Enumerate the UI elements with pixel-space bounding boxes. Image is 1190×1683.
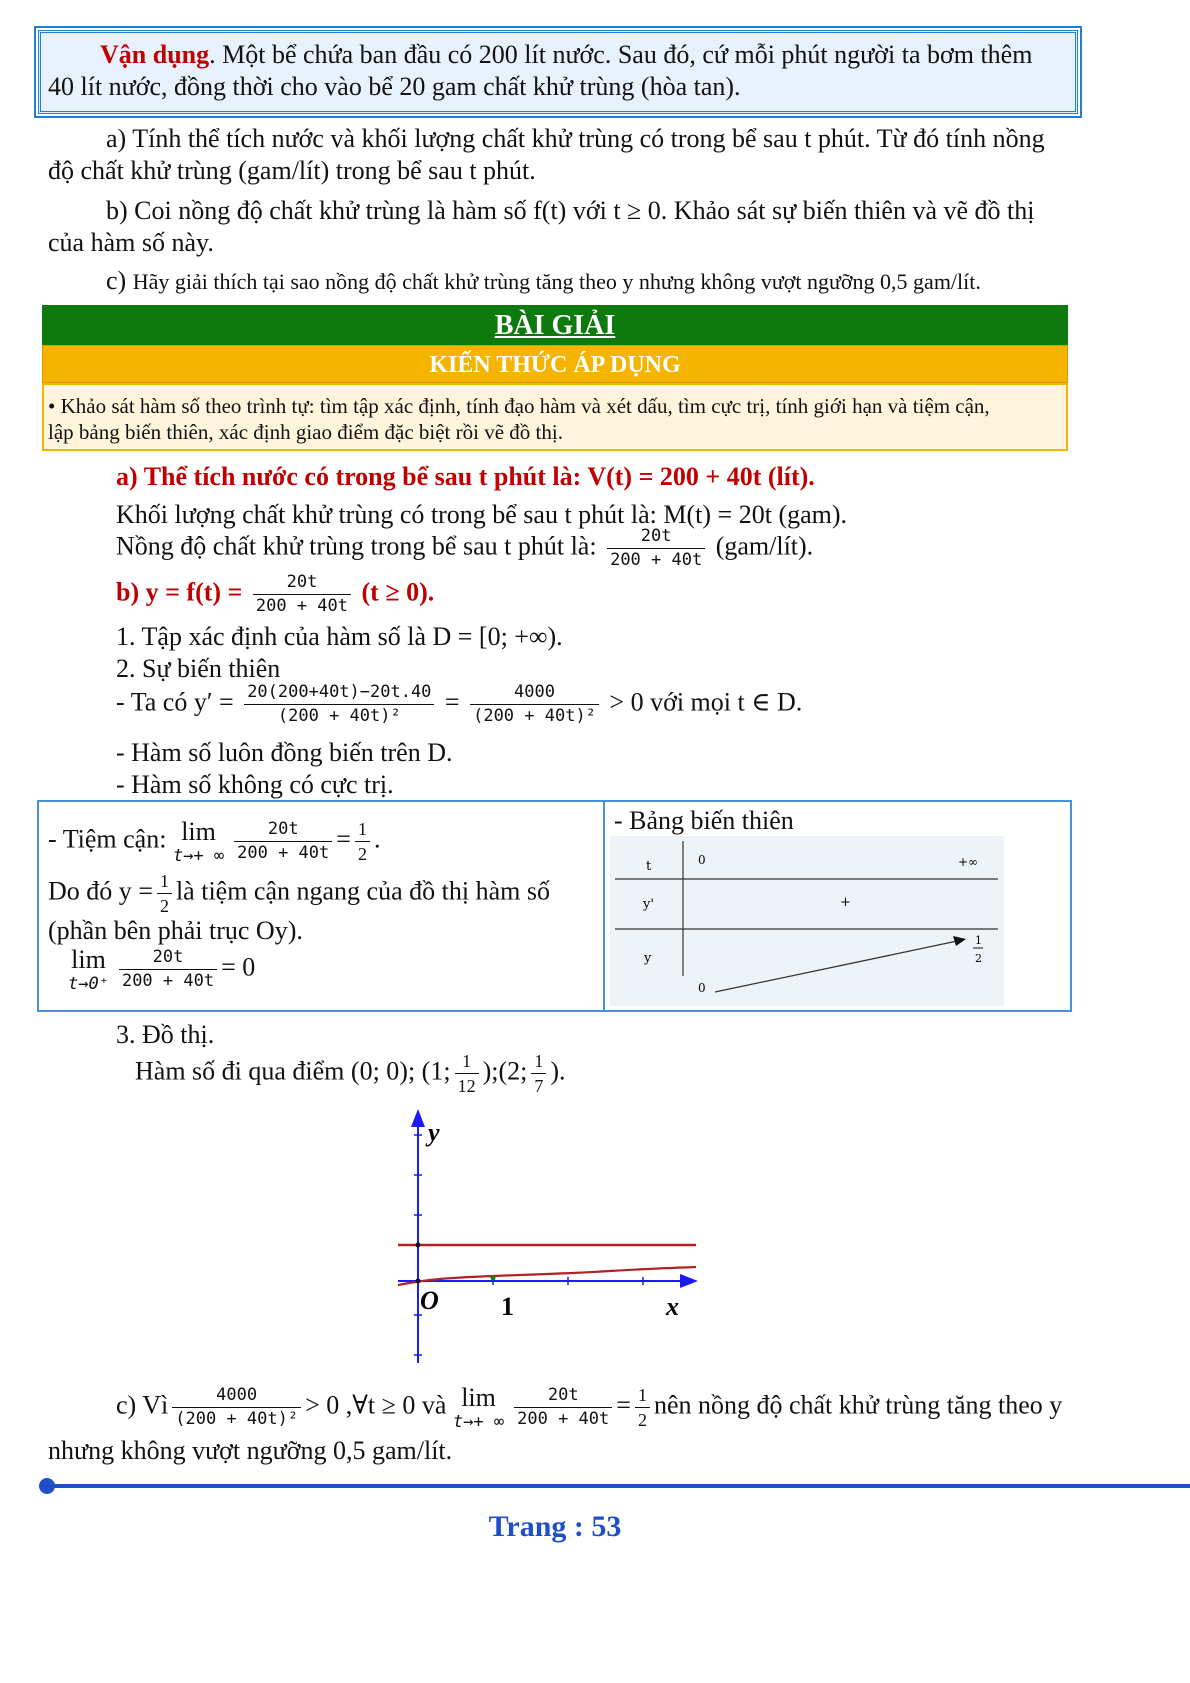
no-extrema-line: - Hàm số không có cực trị. — [116, 770, 394, 799]
question-b-line-1: b) Coi nồng độ chất khử trùng là hàm số f(t) với t ≥ 0. Khảo sát sự biến thiên và vẽ đồ thị — [106, 196, 1035, 225]
graph-step: 3. Đồ thị. — [116, 1020, 215, 1049]
asymptote-line-2: Do đó y = $\frac{1}{2}$ là tiệm cận ngang của đồ thị hàm số — [48, 871, 550, 916]
variation-table — [610, 836, 1004, 1006]
question-a-line-1: a) Tính thể tích nước và khối lượng chất khử trùng có trong bể sau t phút. Từ đó tính nồng — [106, 124, 1045, 153]
half-fraction: $\frac{1}{2}$ — [355, 820, 370, 863]
derivative-sign: + — [840, 895, 851, 910]
origin-point — [416, 1279, 421, 1284]
part-c-line-1: c) Vì $\frac{4000}{\text{(200 + 40t)²}}$ > 0 ,∀t ≥ 0 và lim t→+ ∞ $\frac{20t}{200 + 40t}$ = $\frac{1}{2}$ nên nồng độ chất khử trùng tăng theo y — [116, 1383, 1063, 1432]
x-axis-arrow — [680, 1274, 698, 1288]
y-axis-label: y — [428, 1118, 440, 1147]
concentration-fraction: $\frac{20t}{200 + 40t}$ — [607, 528, 705, 569]
problem-label: Vận dụng — [100, 40, 210, 69]
limit-infinity: lim t→+ ∞ — [172, 817, 225, 866]
tick-label-1: 1 — [501, 1292, 514, 1321]
derivative-fraction-1: $\frac{20(200+40t)-20t.40}{\text{(200 + 40t)²}}$ — [244, 684, 434, 725]
solution-title: BÀI GIẢI — [494, 310, 616, 341]
question-c-text: Hãy giải thích tại sao nồng độ chất khử trùng tăng theo y nhưng không vượt ngưỡng 0,5 gam/lít. — [132, 269, 981, 294]
origin-label: O — [420, 1286, 439, 1315]
derivative-line: - Ta có y′ = $\frac{20(200+40t)-20t.40}{\text{(200 + 40t)²}}$ = $\frac{4000}{\text{(200 + 40t)²}}$ > 0 với mọi t ∈ D. — [116, 682, 803, 726]
part-a-line-2: Khối lượng chất khử trùng có trong bể sau t phút là: M(t) = 20t (gam). — [116, 500, 848, 529]
y-start: 0 — [698, 981, 706, 995]
function-curve — [398, 1267, 696, 1285]
knowledge-line-1: • Khảo sát hàm số theo trình tự: tìm tập xác định, tính đạo hàm và xét dấu, tìm cực trị, tính giới hạn và tiệm cận, — [48, 394, 990, 418]
limit-zero-line: lim t→0⁺ $\frac{20t}{200 + 40t}$ = 0 — [68, 945, 256, 994]
footer-dot — [39, 1478, 55, 1494]
x-axis-label: x — [666, 1292, 679, 1321]
part-b-heading: b) y = f(t) = $\frac{20t}{200 + 40t}$ (t ≥ 0). — [116, 572, 435, 616]
derivative-fraction-2: $\frac{4000}{\text{(200 + 40t)²}}$ — [470, 684, 599, 725]
problem-text-1: . Một bể chứa ban đầu có 200 lít nước. Sau đó, cứ mỗi phút người ta bơm thêm — [209, 40, 1033, 69]
question-b-line-2: của hàm số này. — [48, 228, 214, 257]
row-yprime-label: y' — [643, 897, 654, 912]
box-divider — [603, 800, 605, 1012]
problem-line-1 — [100, 40, 1032, 70]
asymptote-point — [416, 1243, 421, 1248]
variation-table-title: - Bảng biến thiên — [614, 806, 794, 835]
page-number: Trang : 53 — [488, 1510, 622, 1543]
asymptote-line-1: - Tiệm cận: lim t→+ ∞ $\frac{20t}{200 + 40t}$ = $\frac{1}{2}$ . — [48, 817, 381, 866]
part-a-heading: a) Thể tích nước có trong bể sau t phút là: V(t) = 200 + 40t (lít). — [116, 462, 815, 491]
question-a-line-2: độ chất khử trùng (gam/lít) trong bể sau t phút. — [48, 156, 536, 185]
point-1 — [491, 1276, 496, 1281]
t-start: 0 — [698, 853, 706, 867]
domain-step: 1. Tập xác định của hàm số là D = [0; +∞). — [116, 622, 563, 651]
problem-line-2: 40 lít nước, đồng thời cho vào bể 20 gam chất khử trùng (hòa tan). — [48, 72, 741, 101]
y-end-num: 1 — [975, 934, 982, 947]
question-c: c) Hãy giải thích tại sao nồng độ chất khử trùng tăng theo y nhưng không vượt ngưỡng 0,5 gam/lít. — [106, 266, 981, 295]
y-end-den: 2 — [975, 952, 982, 965]
table-bg — [610, 836, 1004, 1006]
limit-zero: lim t→0⁺ — [68, 945, 109, 994]
points-line: Hàm số đi qua điểm (0; 0); (1; $\frac{1}{12}$ );(2; $\frac{1}{7}$ ). — [135, 1051, 566, 1096]
function-graph — [380, 1105, 710, 1370]
increasing-line: - Hàm số luôn đồng biến trên D. — [116, 738, 453, 767]
variation-step: 2. Sự biến thiên — [116, 654, 281, 683]
part-c-line-2: nhưng không vượt ngưỡng 0,5 gam/lít. — [48, 1436, 453, 1465]
y-axis-arrow — [411, 1109, 425, 1127]
row-t-label: t — [646, 859, 652, 874]
row-y-label: y — [644, 951, 652, 966]
solution-header — [42, 305, 1068, 345]
part-a-line-3: Nồng độ chất khử trùng trong bể sau t phút là: $\frac{20t}{200 + 40t}$ (gam/lít). — [116, 526, 814, 570]
knowledge-title: KIẾN THỨC ÁP DỤNG — [429, 352, 681, 378]
asymptote-line-3: (phần bên phải trục Oy). — [48, 916, 303, 945]
knowledge-line-2: lập bảng biến thiên, xác định giao điểm đặc biệt rồi vẽ đồ thị. — [48, 420, 563, 444]
function-fraction: $\frac{20t}{200 + 40t}$ — [253, 574, 351, 615]
footer-rule — [46, 1484, 1190, 1488]
t-end: +∞ — [958, 855, 979, 869]
knowledge-header — [42, 345, 1068, 383]
